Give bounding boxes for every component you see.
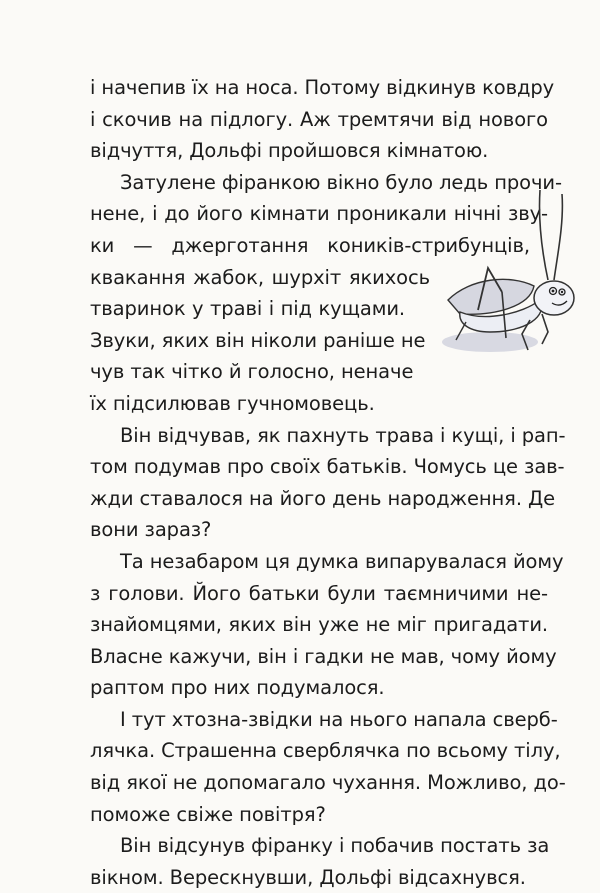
text-line: ки — джерготання коників-стрибунців, (90, 233, 530, 257)
text-line: жди ставалося на його день народження. Де (90, 486, 556, 510)
text-line: чув так чітко й голосно, неначе (90, 360, 414, 384)
text-line: нене, і до його кімнати проникали нічні зву- (90, 202, 548, 226)
text-line: квакання жабок, шурхіт якихось (90, 265, 430, 289)
text-line: І тут хтозна-звідки на нього напала сверб- (120, 707, 558, 731)
text-line: від якої не допомагало чухання. Можливо, до- (90, 771, 566, 795)
text-line: відчуття, Дольфі пройшовся кімнатою. (90, 139, 489, 163)
text-line: раптом про них подумалося. (90, 676, 385, 700)
text-line: знайомцями, яких він уже не міг пригадати. (90, 613, 548, 637)
text-line: Він відсунув фіранку і побачив постать за (120, 834, 550, 858)
text-line: лячка. Страшенна сверблячка по всьому тілу, (90, 739, 561, 763)
text-line: том подумав про своїх батьків. Чомусь це зав- (90, 455, 565, 479)
text-line: вікном. Верескнувши, Дольфі відсахнувся. (90, 865, 526, 889)
text-line: Затулене фіранкою вікно було ледь прочи- (120, 170, 562, 194)
text-line: Звуки, яких він ніколи раніше не (90, 328, 426, 352)
text-line: вони зараз? (90, 518, 212, 542)
text-line: їх підсилював гучномовець. (90, 391, 375, 415)
text-line: Він відчував, як пахнуть трава і кущі, і рап- (120, 423, 566, 447)
text-line: Та незабаром ця думка випарувалася йому (120, 549, 564, 573)
text-line: з голови. Його батьки були таємничими не- (90, 581, 548, 605)
text-line: і скочив на підлогу. Аж тремтячи від нового (90, 107, 548, 131)
cricket-illustration (430, 182, 590, 372)
text-line: і начепив їх на носа. Потому відкинув ковдру (90, 76, 555, 99)
text-line: тваринок у траві і під кущами. (90, 297, 405, 321)
text-line: поможе свіже повітря? (90, 802, 326, 826)
text-line: Власне кажучи, він і гадки не мав, чому йому (90, 644, 557, 668)
